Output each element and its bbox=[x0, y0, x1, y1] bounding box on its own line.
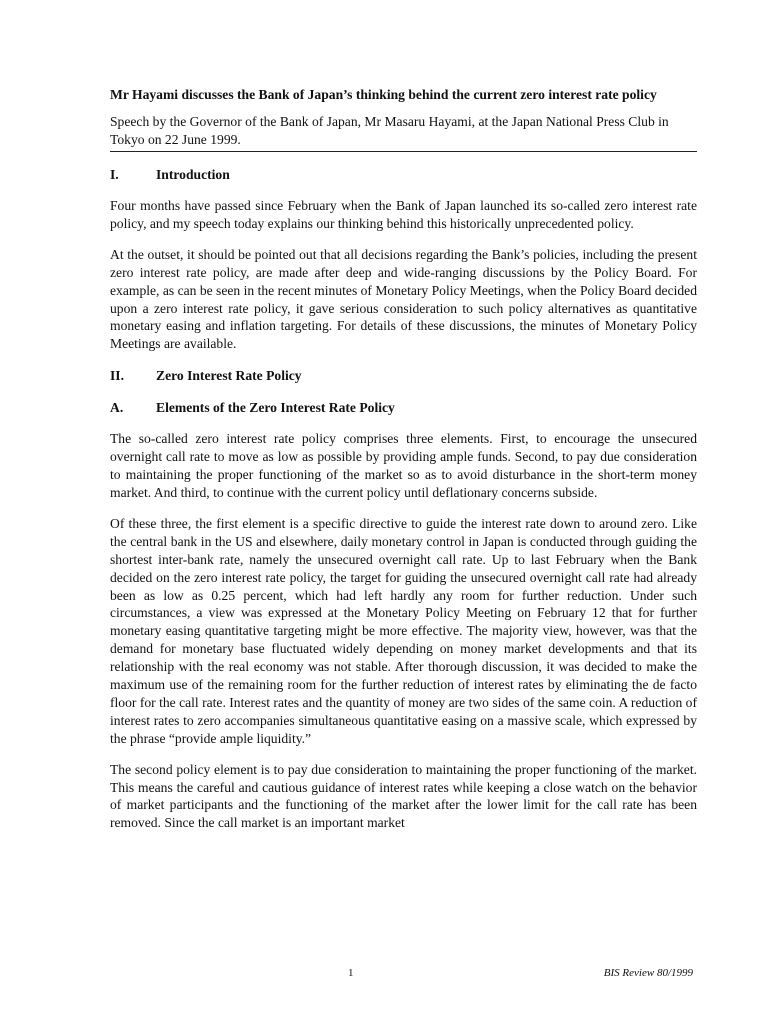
document-subtitle: Speech by the Governor of the Bank of Japan, Mr Masaru Hayami, at the Japan National Press Club in Tokyo on 22 June 1999. bbox=[110, 113, 697, 152]
page-number: 1 bbox=[348, 967, 354, 979]
section-heading-zero-interest-rate-policy bbox=[110, 367, 697, 385]
publication-reference: BIS Review 80/1999 bbox=[603, 967, 693, 979]
paragraph: The second policy element is to pay due consideration to maintaining the proper functioning of the market. This means the careful and cautious guidance of interest rates while keeping a close watch on the behavior of market participants and the functioning of the market after the lower limit for the call rate has been removed. Since the call market is an important market bbox=[110, 761, 697, 831]
subsection-number: A. bbox=[110, 400, 124, 416]
subsection-heading-elements bbox=[110, 399, 697, 417]
section-heading-introduction bbox=[110, 166, 697, 184]
paragraph: Four months have passed since February when the Bank of Japan launched its so-called zero interest rate policy, and my speech today explains our thinking behind this historically unprecedented policy. bbox=[110, 198, 697, 231]
section-title: Zero Interest Rate Policy bbox=[156, 368, 302, 384]
document-page bbox=[110, 86, 697, 832]
paragraph: Of these three, the first element is a specific directive to guide the interest rate down to around zero. Like the central bank in the US and elsewhere, daily monetary control in Japan is conducted through guiding the shortest inter-bank rate, namely the unsecured overnight call rate. Up to last February when the Bank decided on the zero interest rate policy, the target for guiding the unsecured overnight call rate had already been as low as 0.25 percent, which had left hardly any room for further reduction. Under such circumstances, a view was expressed at the Monetary Policy Meeting on February 12 that for further monetary easing quantitative targeting might be more effective. The majority view, however, was that the demand for monetary base fluctuated widely depending on money market developments and that its relationship with the real economy was not stable. After thorough discussion, it was decided to make the maximum use of the remaining room for the further reduction of interest rates by eliminating the de facto floor for the call rate. Interest rates and the quantity of money are two sides of the same coin. A reduction of interest rates to zero accompanies simultaneous quantitative easing on a massive scale, which expressed by the phrase “provide ample liquidity.” bbox=[110, 515, 697, 746]
section-number: I. bbox=[110, 167, 119, 182]
subsection-title: Elements of the Zero Interest Rate Policy bbox=[156, 400, 395, 416]
paragraph: The so-called zero interest rate policy comprises three elements. First, to encourage the unsecured overnight call rate to move as low as possible by providing ample funds. Second, to pay due consideration to maintaining the proper functioning of the market so as to avoid disturbance in the short-term money market. And third, to continue with the current policy until deflationary concerns subside. bbox=[110, 431, 697, 500]
section-title: Introduction bbox=[156, 167, 230, 182]
section-number: II. bbox=[110, 368, 124, 384]
paragraph: At the outset, it should be pointed out that all decisions regarding the Bank’s policies, including the present zero interest rate policy, are made after deep and wide-ranging discussions by the Policy Board. For example, as can be seen in the recent minutes of Monetary Policy Meetings, when the Policy Board decided upon a zero interest rate policy, it gave serious consideration to such policy alternatives as quantitative monetary easing and inflation targeting. For details of these discussions, the minutes of Monetary Policy Meetings are available. bbox=[110, 246, 698, 352]
document-title: Mr Hayami discusses the Bank of Japan’s thinking behind the current zero interest rate policy bbox=[110, 87, 657, 102]
